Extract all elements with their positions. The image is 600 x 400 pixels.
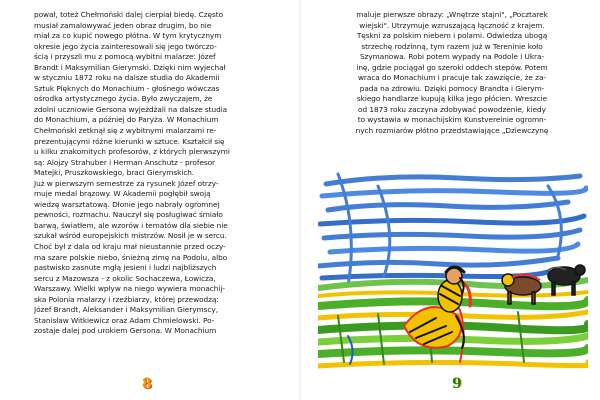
left-page-text: pował, toteż Chełmoński dalej cierpiał biedę. Często musiał zamalowywać jeden obraz drugim, bo nie miał za co kupić nowego płótna. W tym krytycznym okresie jego życia zainteresowali się jego twórczo- ścią i przyszli mu z pomocą wybitni malarze: Józef Brandt i Maksymilian Gierymski. Dzięki nim wyjechał w styczniu 1872 roku na dalsze studia do Akademii Sztuk Pięknych do Monachium - głośnego wówczas ośrodka artystycznego życia. Było zwyczajem, że zdolni uczniowie Gersona wyjeżdżali na dalsze studia do Monachium, a później do Paryża. W Monachium Chełmoński zetknął się z wybitnymi malarzami re- prezentującymi różne kierunki w sztuce. Kształcił się u kilku znakomitych profesorów, z których pierwszymi są: Alojzy Strahuber i Herman Anschutz - profesor Matejki, Pruszkowskiego, braci Gierymskich. Już w pierwszym semestrze za rysunek Józef otrzy- muje medal brązowy. W Akademii pogłębił swoją wiedzę warsztatową. Dłonie jego nabrały ogromnej pewności, rozmachu. Nauczył się posługiwać śmiało barwą, światłem, ale wzorów i tematów dla siebie nie szukał wśród europejskich mistrzów. Nosił je w sercu. Choć był z dala od kraju mał nieustannie przed oczy- ma szare polskie niebo, śnieżną zimę na Podolu, albo pastwisko zasnute mgłą jesieni i ludzi najbliższych sercu z Mazowsza - z okolic Sochaczewa, Łowicza, Warszawy. Wielki wpływ na niego wywiera monachij- ska Polonia malarzy i rzeźbiarzy, której przewodzą: Józef Brandt, Aleksander i Maksymilian Gierymscy, Stanisław Witkiewicz oraz Adam Chmielowski. Po- zostaje dalej pod urokiem Gersona. W Monachium	[34, 10, 230, 336]
cow-right	[546, 265, 585, 295]
cow-left	[502, 274, 541, 304]
left-page-number: 8	[142, 376, 152, 392]
right-page-number: 9	[452, 376, 462, 392]
right-page-text: maluje pierwsze obrazy: „Wnętrze stajni", „Pocztarek wiejski". Utrzymuje wzruszającą łączność z krajem. Tęskni za polskim niebem i polami. Odwiedza ubogą strzechę rodzinną, tym razem już w Tereninie koło Szymanowa. Robi potem wypady na Podole i Ukra- inę, gdzie pociągał go szeroki oddech stepów. Potem wraca do Monachium i pracuje tak zawzięcie, że za- pada na zdrowiu. Dzięki pomocy Brandta i Gierym- skiego handlarze kupują kilka jego płócien. Wreszcie od 1873 roku zaczyna zdobywać powodzenie, kiedy to wystawia w monachijskim Kunstvereinie ogromn- nych rozmiarów płótno przedstawiające „Dziewczynę	[355, 10, 549, 136]
right-page	[300, 0, 600, 400]
crayon-illustration	[318, 166, 588, 371]
